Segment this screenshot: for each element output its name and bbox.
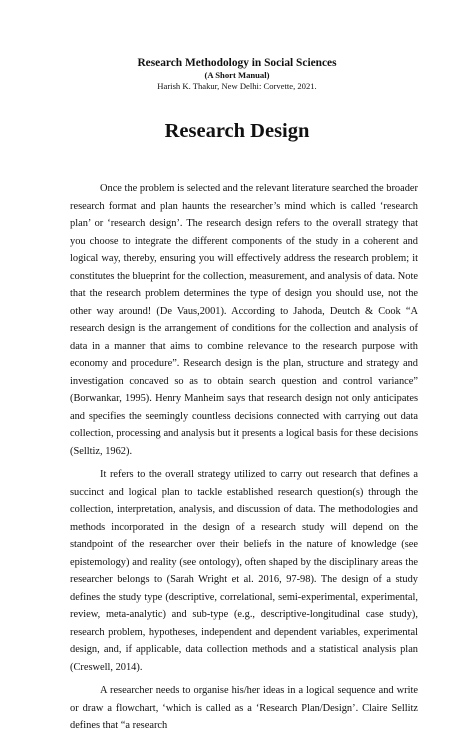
chapter-title: Research Design	[164, 120, 310, 142]
book-header	[0, 57, 474, 92]
paragraph-3: A researcher needs to organise his/her ideas in a logical sequence and write or draw a flowchart, ‘which is called as a ‘Research Plan/Design’. Claire Sellitz defines that “a research	[70, 685, 418, 731]
book-subtitle: (A Short Manual)	[204, 70, 270, 80]
paragraph-2: It refers to the overall strategy utilized to carry out research that defines a succinct and logical plan to tackle established research question(s) through the collection, interpretation, analysis, and discussion of data. The methodologies and methods incorporated in the design of a research study will depend on the standpoint of the researcher over their beliefs in the nature of knowledge (see epistemology) and reality (see ontology), often shaped by the disciplinary areas the researcher belongs to (Sarah Wright et al. 2016, 97-98). The design of a study defines the study type (descriptive, correlational, semi-experimental, experimental, review, meta-analytic) and sub-type (e.g., descriptive-longitudinal case study), research problem, hypotheses, independent and dependent variables, experimental design, and, if applicable, data collection methods and a statistical analysis plan (Creswell, 2014).	[70, 469, 418, 673]
book-citation: Harish K. Thakur, New Delhi: Corvette, 2021.	[157, 81, 317, 91]
body-text	[70, 180, 418, 741]
paragraph-1: Once the problem is selected and the relevant literature searched the broader research format and plan haunts the researcher’s mind which is called ‘research plan’ or ‘research design’. The research design refers to the overall strategy that you choose to integrate the different components of the study in a coherent and logical way, thereby, ensuring you will effectively address the research problem; it constitutes the blueprint for the collection, measurement, and analysis of data. Note that the research problem determines the type of design you should use, not the other way around! (De Vaus,2001). According to Jahoda, Deutch & Cook “A research design is the arrangement of conditions for the collection and analysis of data in a manner that aims to combine relevance to the research purpose with economy and procedure”. Research design is the plan, structure and strategy and investigation concaved so as to obtain search question and control variance” (Borwankar, 1995). Henry Manheim says that research design not only anticipates and specifies the seemingly countless decisions connected with carrying out data collection, processing and analysis but it presents a logical basis for these decisions (Selltiz, 1962).	[70, 183, 418, 457]
book-title: Research Methodology in Social Sciences	[137, 57, 337, 69]
